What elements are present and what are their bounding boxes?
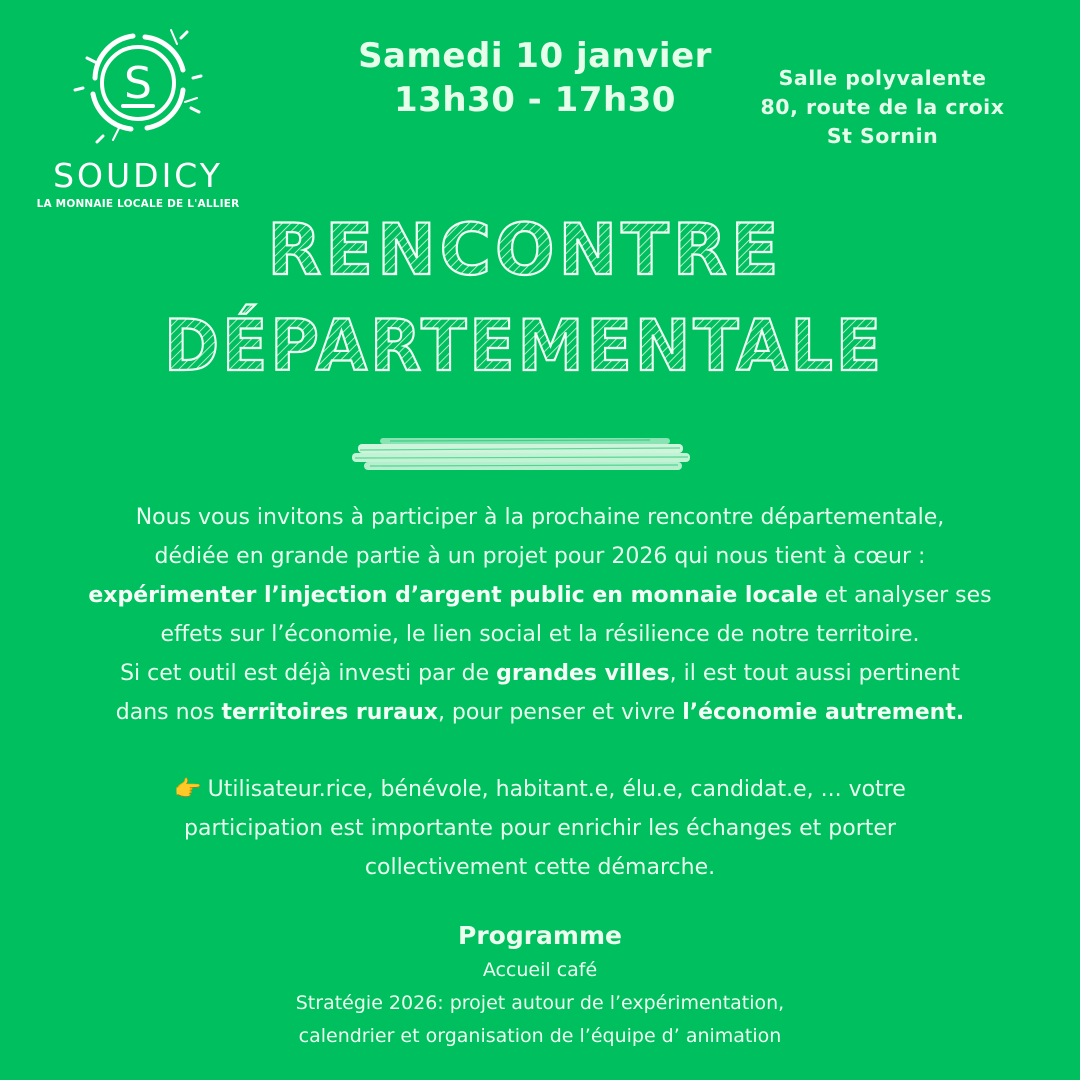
svg-text:S: S [124,58,152,109]
headline-line-2: DÉPARTEMENTALE [164,305,884,387]
intro-line: expérimenter l’injection d’argent public en monnaie locale et analyser ses [88,583,992,608]
highlight-text: grandes villes [496,661,670,686]
event-date: Samedi 10 janvier [358,36,712,76]
programme-item: calendrier et organisation de l’équipe d’ animation [298,1025,782,1047]
venue-name: Salle polyvalente [778,66,987,90]
programme-item: Accueil café [482,959,598,981]
soudicy-logo [28,18,248,210]
event-venue [740,64,1025,151]
headline [0,208,1080,388]
programme-title: Programme [458,921,622,950]
highlight-text: l’économie autrement. [682,700,965,725]
programme-section [0,918,1080,1053]
intro-line: effets sur l’économie, le lien social et la résilience de notre territoire. [160,622,920,647]
invite-text [60,770,1020,887]
event-time: 13h30 - 17h30 [394,80,676,120]
intro-line: dans nos territoires ruraux, pour penser et vivre l’économie autrement. [115,700,965,725]
venue-address: 80, route de la croix [760,95,1005,119]
highlight-text: territoires ruraux [221,700,438,725]
brand-name: SOUDICY [53,156,223,195]
intro-text [20,498,1060,732]
s-coin-logo-icon [73,18,203,148]
venue-town: St Sornin [826,124,939,148]
event-datetime [320,34,750,122]
headline-line-1: RENCONTRE [267,209,783,291]
invite-line: participation est importante pour enrichir les échanges et porter [184,816,896,841]
intro-line: Si cet outil est déjà investi par de grandes villes, il est tout aussi pertinent [120,661,960,686]
pointing-hand-icon: 👉 [174,777,202,802]
invite-line: 👉 Utilisateur.rice, bénévole, habitant.e, élu.e, candidat.e, ... votre [60,770,1020,809]
invite-line: collectivement cette démarche. [364,855,716,880]
intro-line: Nous vous invitons à participer à la prochaine rencontre départementale, [135,505,945,530]
highlight-text: expérimenter l’injection d’argent public en monnaie locale [88,583,818,608]
intro-line: dédiée en grande partie à un projet pour 2026 qui nous tient à cœur : [154,544,926,569]
chalk-divider [350,428,695,483]
brand-tagline: LA MONNAIE LOCALE DE L'ALLIER [36,198,240,210]
programme-item: Stratégie 2026: projet autour de l’expérimentation, [295,992,785,1014]
